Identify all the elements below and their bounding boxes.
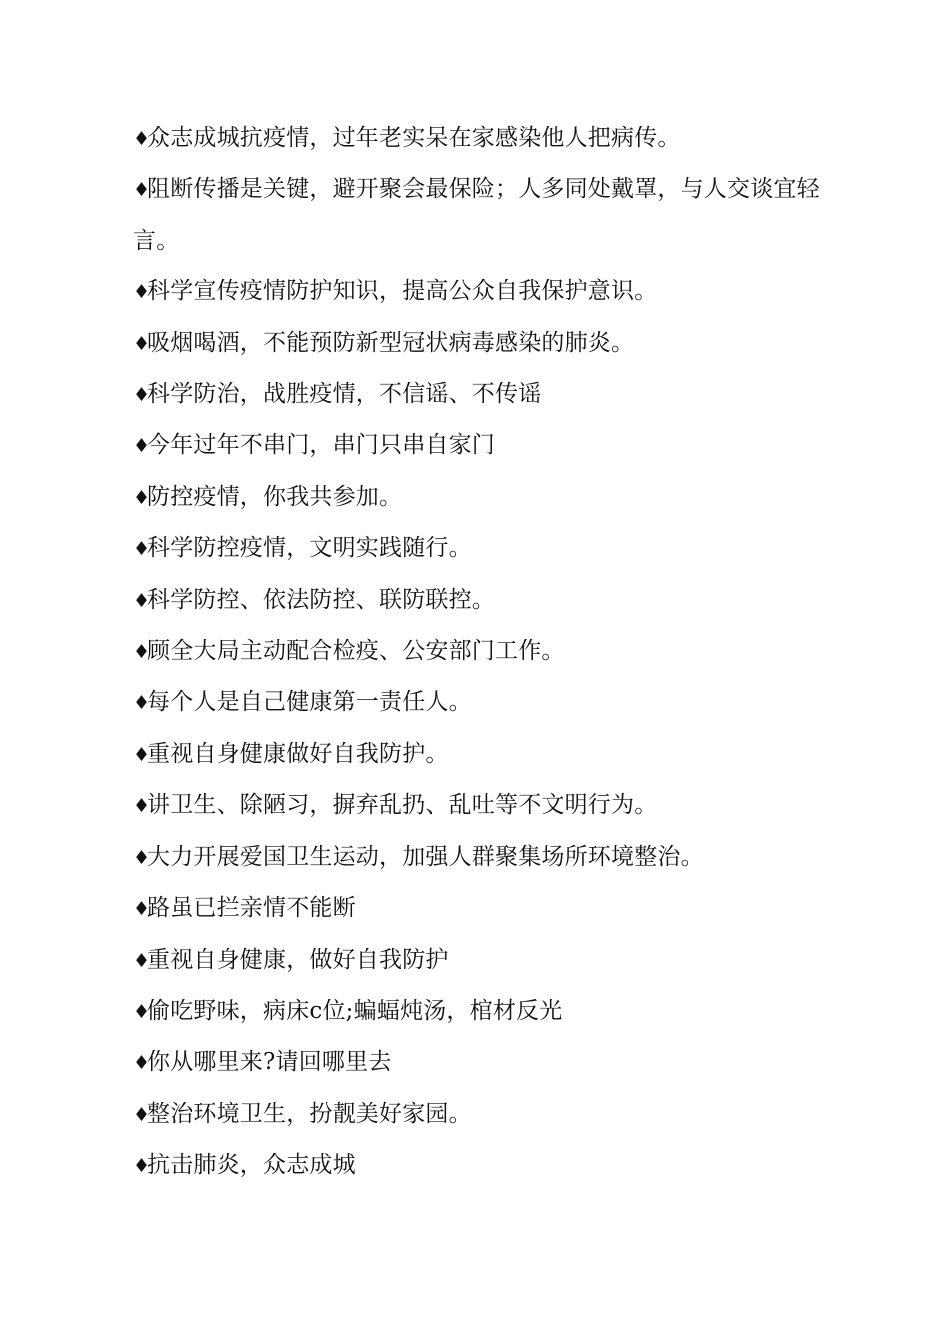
slogan-text: 偷吃野味，病床c位;蝙蝠炖汤，棺材反光 — [147, 997, 563, 1024]
diamond-bullet-icon: ♦ — [133, 128, 151, 150]
slogan-text: 科学宣传疫情防护知识，提高公众自我保护意识。 — [147, 278, 658, 305]
diamond-bullet-icon: ♦ — [133, 179, 151, 202]
slogan-item — [133, 986, 823, 1037]
slogan-text: 讲卫生、除陋习，摒弃乱扔、乱吐等不文明行为。 — [147, 792, 658, 819]
slogan-text: 科学防控疫情，文明实践随行。 — [147, 535, 472, 562]
slogan-item — [133, 1140, 823, 1191]
diamond-bullet-icon: ♦ — [133, 281, 151, 304]
diamond-bullet-icon: ♦ — [133, 641, 151, 664]
slogan-text: 众志成城抗疫情，过年老实呆在家感染他人把病传。 — [147, 125, 681, 151]
slogan-item — [133, 113, 823, 164]
slogan-item — [133, 626, 823, 677]
slogan-item — [133, 523, 823, 574]
slogan-item — [133, 780, 823, 831]
slogan-list — [133, 113, 823, 1192]
slogan-text: 整治环境卫生，扮靓美好家园。 — [147, 1100, 472, 1127]
diamond-bullet-icon: ♦ — [133, 1103, 151, 1126]
slogan-text: 科学防控、依法防控、联防联控。 — [147, 586, 495, 613]
slogan-item — [133, 266, 823, 317]
slogan-text: 抗击肺炎，众志成城 — [147, 1152, 356, 1179]
slogan-text: 重视自身健康，做好自我防护 — [147, 946, 449, 973]
slogan-item — [133, 472, 823, 523]
slogan-text: 吸烟喝酒，不能预防新型冠状病毒感染的肺炎。 — [147, 329, 635, 356]
diamond-bullet-icon: ♦ — [133, 589, 151, 612]
slogan-text: 每个人是自己健康第一责任人。 — [147, 689, 472, 716]
slogan-item — [133, 1089, 823, 1140]
slogan-item — [133, 1037, 823, 1088]
diamond-bullet-icon: ♦ — [133, 1155, 151, 1178]
diamond-bullet-icon: ♦ — [133, 1000, 151, 1023]
slogan-item — [133, 420, 823, 471]
slogan-item — [133, 729, 823, 780]
diamond-bullet-icon: ♦ — [133, 795, 151, 818]
slogan-text: 科学防治，战胜疫情，不信谣、不传谣 — [147, 381, 542, 408]
slogan-item — [133, 369, 823, 420]
slogan-item — [133, 164, 823, 266]
slogan-text: 今年过年不串门，串门只串自家门 — [147, 432, 495, 459]
diamond-bullet-icon: ♦ — [133, 846, 151, 869]
slogan-text: 顾全大局主动配合检疫、公安部门工作。 — [147, 638, 565, 665]
diamond-bullet-icon: ♦ — [133, 435, 151, 458]
diamond-bullet-icon: ♦ — [133, 538, 151, 561]
slogan-item — [133, 677, 823, 728]
diamond-bullet-icon: ♦ — [133, 1052, 151, 1075]
diamond-bullet-icon: ♦ — [133, 332, 151, 355]
slogan-text: 阻断传播是关键，避开聚会最保险；人多同处戴罩，与人交谈宜轻言。 — [133, 176, 820, 254]
slogan-item — [133, 883, 823, 934]
slogan-text: 重视自身健康做好自我防护。 — [147, 740, 449, 767]
slogan-text: 大力开展爱国卫生运动，加强人群聚集场所环境整治。 — [147, 843, 704, 870]
slogan-text: 你从哪里来?请回哪里去 — [147, 1049, 392, 1076]
diamond-bullet-icon: ♦ — [133, 949, 151, 972]
slogan-item — [133, 575, 823, 626]
diamond-bullet-icon: ♦ — [133, 486, 151, 509]
slogan-text: 路虽已拦亲情不能断 — [147, 895, 356, 922]
slogan-text: 防控疫情，你我共参加。 — [147, 483, 403, 510]
diamond-bullet-icon: ♦ — [133, 898, 151, 921]
slogan-item — [133, 318, 823, 369]
diamond-bullet-icon: ♦ — [133, 743, 151, 766]
diamond-bullet-icon: ♦ — [133, 384, 151, 407]
diamond-bullet-icon: ♦ — [133, 692, 151, 715]
slogan-item — [133, 832, 823, 883]
slogan-item — [133, 935, 823, 986]
